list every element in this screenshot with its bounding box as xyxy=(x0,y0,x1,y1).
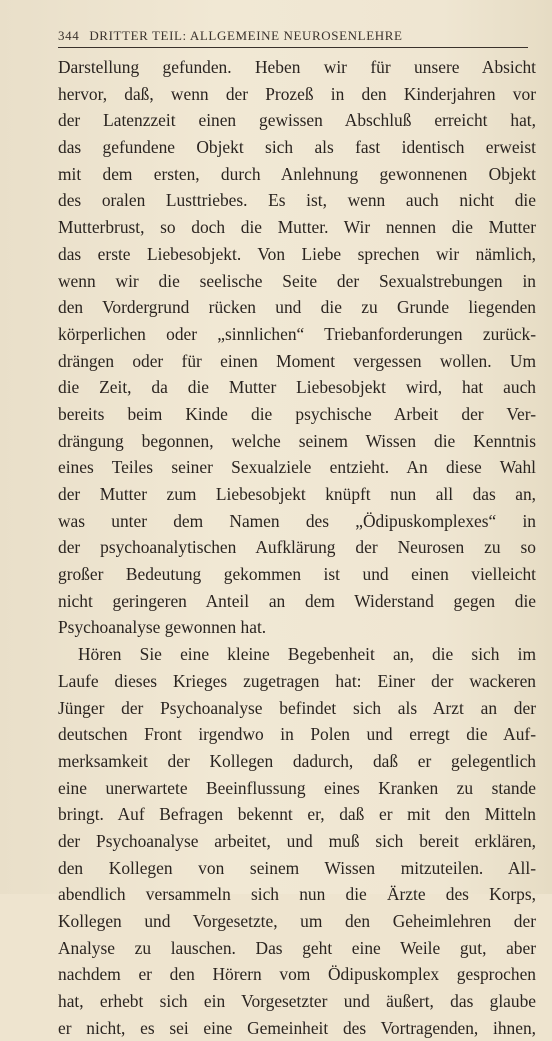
text-line: er nicht, es sei eine Gemeinheit des Vortragenden, ihnen, xyxy=(58,1017,536,1038)
running-header xyxy=(58,28,532,44)
text-line: bereits beim Kinde die psychische Arbeit der Ver- xyxy=(58,403,536,424)
text-line: Psychoanalyse gewonnen hat. xyxy=(58,617,267,638)
text-line: den Vordergrund rücken und die zu Grunde liegenden xyxy=(58,297,536,318)
text-line: die Zeit, da die Mutter Liebesobjekt wird, hat auch xyxy=(58,377,536,398)
page-number: 344 xyxy=(58,28,80,43)
text-line: der Latenzzeit einen gewissen Abschluß erreicht hat, xyxy=(58,110,536,131)
text-line: großer Bedeutung gekommen ist und einen vielleicht xyxy=(58,564,536,585)
text-line: des oralen Lusttriebes. Es ist, wenn auch nicht die xyxy=(58,190,536,211)
text-line: nachdem er den Hörern vom Ödipuskomplex gesprochen xyxy=(58,964,536,985)
text-line: mit dem ersten, durch Anlehnung gewonnenen Objekt xyxy=(58,163,536,184)
paragraph xyxy=(58,641,536,1041)
text-line: Mutterbrust, so doch die Mutter. Wir nennen die Mutter xyxy=(58,217,536,238)
text-line: abendlich versammeln sich nun die Ärzte des Korps, xyxy=(58,884,536,905)
text-line: deutschen Front irgendwo in Polen und erregt die Auf- xyxy=(58,724,536,745)
text-line: Hören Sie eine kleine Begebenheit an, die sich im xyxy=(78,644,536,665)
text-line: körperlichen oder „sinnlichen“ Triebanforderungen zurück- xyxy=(58,323,536,344)
text-line: was unter dem Namen des „Ödipuskomplexes“ in xyxy=(58,510,536,531)
text-line: der Mutter zum Liebesobjekt knüpft nun all das an, xyxy=(58,484,536,504)
text-line: bringt. Auf Befragen bekennt er, daß er mit den Mitteln xyxy=(58,804,536,825)
text-line: Jünger der Psychoanalyse befindet sich als Arzt an der xyxy=(58,697,536,718)
text-line: den Kollegen von seinem Wissen mitzuteilen. All- xyxy=(58,857,536,878)
text-line: Darstellung gefunden. Heben wir für unsere Absicht xyxy=(58,57,536,77)
text-line: das gefundene Objekt sich als fast identisch erweist xyxy=(58,137,536,158)
text-line: drängen oder für einen Moment vergessen wollen. Um xyxy=(58,350,536,371)
text-line: hat, erhebt sich ein Vorgesetzter und äußert, das glaube xyxy=(58,991,536,1012)
text-line: eine unerwartete Beeinflussung eines Kranken zu stande xyxy=(58,777,536,798)
text-line: nicht geringeren Anteil an dem Widerstand gegen die xyxy=(58,590,536,611)
text-line: das erste Liebesobjekt. Von Liebe sprechen wir nämlich, xyxy=(58,243,536,264)
text-line: hervor, daß, wenn der Prozeß in den Kinderjahren vor xyxy=(58,83,536,104)
running-head-title: DRITTER TEIL: ALLGEMEINE NEUROSENLEHRE xyxy=(89,28,403,43)
header-rule xyxy=(58,47,528,48)
paragraph xyxy=(58,54,536,641)
text-line: Kollegen und Vorgesetzte, um den Geheimlehren der xyxy=(58,911,536,931)
text-line: drängung begonnen, welche seinem Wissen die Kenntnis xyxy=(58,430,536,451)
text-line: eines Teiles seiner Sexualziele entzieht. An diese Wahl xyxy=(58,457,536,478)
text-line: wenn wir die seelische Seite der Sexualstrebungen in xyxy=(58,270,536,291)
text-line: Analyse zu lauschen. Das geht eine Weile gut, aber xyxy=(58,937,536,958)
text-line: der Psychoanalyse arbeitet, und muß sich bereit erklären, xyxy=(58,830,536,851)
text-line: Laufe dieses Krieges zugetragen hat: Einer der wackeren xyxy=(58,670,536,691)
body-text xyxy=(58,54,536,1041)
text-line: merksamkeit der Kollegen dadurch, daß er gelegentlich xyxy=(58,750,536,771)
text-line: der psychoanalytischen Aufklärung der Neurosen zu so xyxy=(58,537,536,558)
